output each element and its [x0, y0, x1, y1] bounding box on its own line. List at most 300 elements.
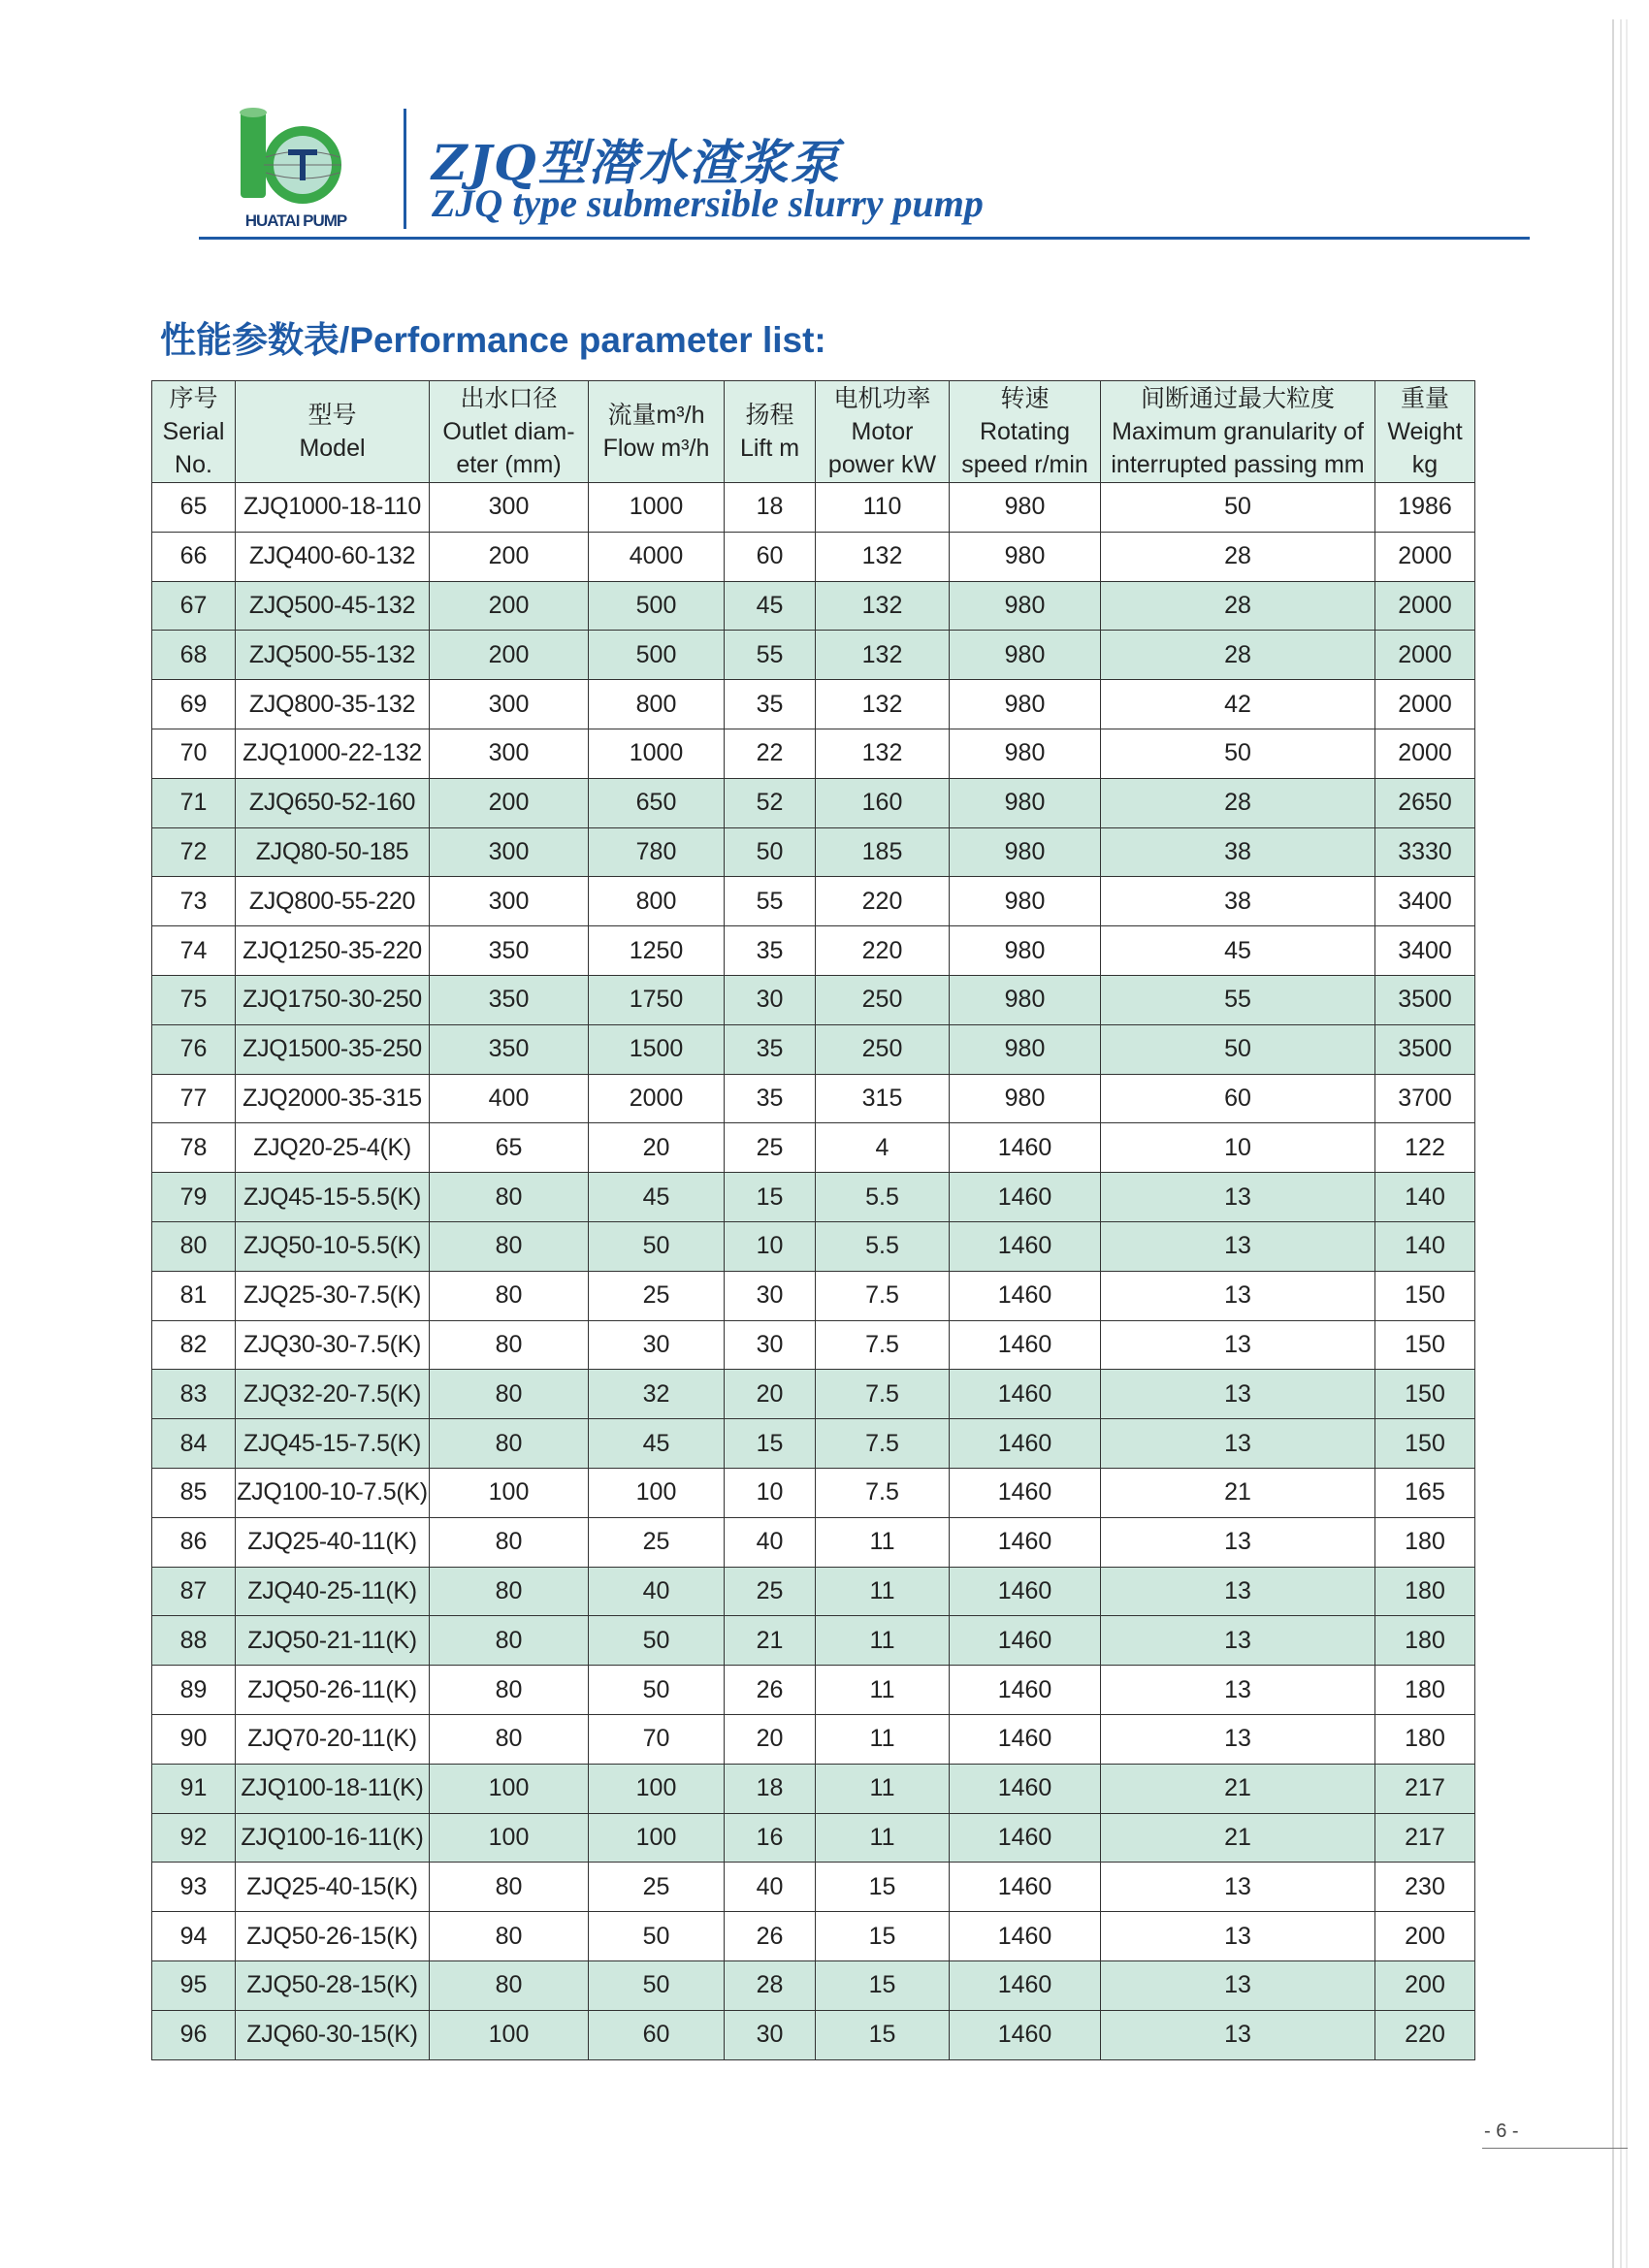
- table-cell: 315: [816, 1074, 950, 1123]
- table-cell: 1460: [950, 1714, 1101, 1764]
- table-cell: 79: [152, 1173, 236, 1222]
- column-header-cn: 序号: [169, 385, 218, 412]
- table-row: [152, 532, 1475, 581]
- table-cell: 80: [430, 1370, 589, 1419]
- table-cell: 76: [152, 1024, 236, 1074]
- table-cell: 85: [152, 1468, 236, 1517]
- table-cell: 350: [430, 975, 589, 1024]
- page-number: - 6 -: [1484, 2121, 1519, 2142]
- model-cell: ZJQ1500-35-250: [236, 1024, 430, 1074]
- logo-text: HUATAI PUMP: [244, 211, 347, 230]
- model-cell: ZJQ800-35-132: [236, 680, 430, 729]
- table-row: [152, 926, 1475, 976]
- table-row: [152, 1024, 1475, 1074]
- model-cell: ZJQ40-25-11(K): [236, 1567, 430, 1616]
- table-cell: 81: [152, 1271, 236, 1320]
- huatai-logo-icon: [194, 107, 398, 213]
- table-cell: 7.5: [816, 1271, 950, 1320]
- table-cell: 132: [816, 729, 950, 778]
- table-cell: 980: [950, 926, 1101, 976]
- table-cell: 50: [589, 1221, 725, 1271]
- table-cell: 80: [430, 1173, 589, 1222]
- table-cell: 35: [725, 926, 816, 976]
- table-cell: 28: [725, 1960, 816, 2010]
- table-cell: 86: [152, 1517, 236, 1567]
- table-cell: 94: [152, 1912, 236, 1961]
- table-cell: 3500: [1375, 975, 1475, 1024]
- table-cell: 50: [589, 1960, 725, 2010]
- table-cell: 50: [589, 1616, 725, 1666]
- table-cell: 20: [725, 1714, 816, 1764]
- table-cell: 13: [1101, 1616, 1375, 1666]
- table-cell: 400: [430, 1074, 589, 1123]
- column-header: [816, 381, 950, 483]
- column-header: [589, 381, 725, 483]
- table-cell: 132: [816, 631, 950, 680]
- table-cell: 2000: [1375, 532, 1475, 581]
- table-cell: 50: [1101, 483, 1375, 533]
- table-cell: 300: [430, 483, 589, 533]
- table-cell: 80: [430, 1271, 589, 1320]
- table-cell: 3400: [1375, 926, 1475, 976]
- table-cell: 38: [1101, 827, 1375, 877]
- table-cell: 60: [589, 2010, 725, 2059]
- model-cell: ZJQ100-16-11(K): [236, 1813, 430, 1863]
- model-cell: ZJQ25-40-11(K): [236, 1517, 430, 1567]
- table-cell: 13: [1101, 1271, 1375, 1320]
- table-cell: 13: [1101, 1863, 1375, 1912]
- table-cell: 80: [430, 1912, 589, 1961]
- table-cell: 980: [950, 532, 1101, 581]
- table-cell: 3700: [1375, 1074, 1475, 1123]
- table-cell: 71: [152, 778, 236, 827]
- table-row: [152, 1616, 1475, 1666]
- table-cell: 2000: [589, 1074, 725, 1123]
- model-cell: ZJQ500-55-132: [236, 631, 430, 680]
- table-cell: 25: [725, 1123, 816, 1173]
- column-header-en: Lift m: [739, 435, 800, 462]
- table-cell: 100: [589, 1764, 725, 1813]
- table-cell: 90: [152, 1714, 236, 1764]
- table-cell: 165: [1375, 1468, 1475, 1517]
- column-header-cn: 电机功率: [833, 385, 931, 412]
- table-cell: 67: [152, 581, 236, 631]
- table-cell: 1500: [589, 1024, 725, 1074]
- section-title: 性能参数表/Performance parameter list:: [160, 320, 826, 360]
- table-cell: 13: [1101, 1419, 1375, 1469]
- table-cell: 50: [1101, 729, 1375, 778]
- table-cell: 980: [950, 975, 1101, 1024]
- table-cell: 980: [950, 483, 1101, 533]
- table-cell: 200: [1375, 1912, 1475, 1961]
- model-cell: ZJQ1000-22-132: [236, 729, 430, 778]
- table-cell: 1460: [950, 1912, 1101, 1961]
- model-cell: ZJQ25-30-7.5(K): [236, 1271, 430, 1320]
- table-cell: 20: [725, 1370, 816, 1419]
- column-header: [1375, 381, 1475, 483]
- table-cell: 180: [1375, 1666, 1475, 1715]
- table-cell: 95: [152, 1960, 236, 2010]
- table-cell: 217: [1375, 1764, 1475, 1813]
- table-cell: 80: [430, 1960, 589, 2010]
- table-cell: 980: [950, 631, 1101, 680]
- table-row: [152, 1173, 1475, 1222]
- model-cell: ZJQ50-28-15(K): [236, 1960, 430, 2010]
- table-cell: 11: [816, 1517, 950, 1567]
- column-header: [725, 381, 816, 483]
- table-row: [152, 1863, 1475, 1912]
- table-cell: 1986: [1375, 483, 1475, 533]
- table-cell: 10: [725, 1221, 816, 1271]
- table-cell: 26: [725, 1912, 816, 1961]
- table-cell: 96: [152, 2010, 236, 2059]
- table-cell: 13: [1101, 1714, 1375, 1764]
- table-cell: 100: [430, 2010, 589, 2059]
- title-chinese: ZJQ型潜水渣浆泵: [432, 134, 841, 191]
- table-cell: 80: [430, 1666, 589, 1715]
- table-cell: 1460: [950, 1517, 1101, 1567]
- table-cell: 110: [816, 483, 950, 533]
- table-cell: 74: [152, 926, 236, 976]
- table-cell: 55: [1101, 975, 1375, 1024]
- table-cell: 87: [152, 1567, 236, 1616]
- table-cell: 13: [1101, 1960, 1375, 2010]
- performance-table: [151, 380, 1475, 2060]
- table-row: [152, 729, 1475, 778]
- model-cell: ZJQ400-60-132: [236, 532, 430, 581]
- table-cell: 5.5: [816, 1221, 950, 1271]
- table-cell: 15: [725, 1419, 816, 1469]
- model-cell: ZJQ60-30-15(K): [236, 2010, 430, 2059]
- table-cell: 30: [725, 1320, 816, 1370]
- column-header-cn: 出水口径: [460, 385, 558, 412]
- table-cell: 980: [950, 729, 1101, 778]
- column-header-en: Serial No.: [162, 418, 225, 478]
- table-row: [152, 680, 1475, 729]
- table-cell: 1460: [950, 1813, 1101, 1863]
- table-cell: 11: [816, 1567, 950, 1616]
- table-cell: 11: [816, 1714, 950, 1764]
- model-cell: ZJQ30-30-7.5(K): [236, 1320, 430, 1370]
- table-cell: 1460: [950, 1221, 1101, 1271]
- table-body: [152, 483, 1475, 2060]
- column-header: [430, 381, 589, 483]
- table-cell: 650: [589, 778, 725, 827]
- column-header-en: Motor power kW: [827, 418, 937, 478]
- column-header-en: Maximum granularity of interrupted passing mm: [1111, 418, 1365, 478]
- model-cell: ZJQ32-20-7.5(K): [236, 1370, 430, 1419]
- model-cell: ZJQ25-40-15(K): [236, 1863, 430, 1912]
- table-cell: 45: [1101, 926, 1375, 976]
- table-cell: 50: [589, 1912, 725, 1961]
- table-cell: 80: [430, 1616, 589, 1666]
- table-cell: 45: [589, 1173, 725, 1222]
- table-cell: 160: [816, 778, 950, 827]
- table-cell: 1460: [950, 1567, 1101, 1616]
- column-header-en: Model: [299, 435, 366, 462]
- table-cell: 4000: [589, 532, 725, 581]
- table-cell: 13: [1101, 1370, 1375, 1419]
- table-cell: 38: [1101, 877, 1375, 926]
- model-cell: ZJQ2000-35-315: [236, 1074, 430, 1123]
- table-cell: 1460: [950, 1123, 1101, 1173]
- table-cell: 1000: [589, 729, 725, 778]
- table-cell: 220: [816, 926, 950, 976]
- table-cell: 1250: [589, 926, 725, 976]
- table-row: [152, 1714, 1475, 1764]
- table-cell: 250: [816, 975, 950, 1024]
- table-row: [152, 1764, 1475, 1813]
- table-cell: 15: [816, 1960, 950, 2010]
- table-cell: 80: [430, 1320, 589, 1370]
- table-cell: 350: [430, 1024, 589, 1074]
- table-cell: 80: [152, 1221, 236, 1271]
- table-cell: 1460: [950, 1370, 1101, 1419]
- model-cell: ZJQ650-52-160: [236, 778, 430, 827]
- table-cell: 150: [1375, 1320, 1475, 1370]
- table-row: [152, 1074, 1475, 1123]
- table-cell: 73: [152, 877, 236, 926]
- table-cell: 132: [816, 581, 950, 631]
- table-cell: 2000: [1375, 729, 1475, 778]
- table-cell: 21: [1101, 1468, 1375, 1517]
- table-cell: 500: [589, 581, 725, 631]
- table-cell: 60: [1101, 1074, 1375, 1123]
- model-cell: ZJQ800-55-220: [236, 877, 430, 926]
- table-cell: 217: [1375, 1813, 1475, 1863]
- table-row: [152, 1517, 1475, 1567]
- table-cell: 2000: [1375, 631, 1475, 680]
- table-cell: 7.5: [816, 1419, 950, 1469]
- model-cell: ZJQ50-21-11(K): [236, 1616, 430, 1666]
- model-cell: ZJQ50-26-15(K): [236, 1912, 430, 1961]
- table-cell: 11: [816, 1764, 950, 1813]
- table-cell: 180: [1375, 1567, 1475, 1616]
- table-cell: 185: [816, 827, 950, 877]
- table-cell: 980: [950, 778, 1101, 827]
- table-cell: 200: [430, 631, 589, 680]
- table-cell: 1460: [950, 1320, 1101, 1370]
- table-cell: 65: [152, 483, 236, 533]
- table-cell: 2650: [1375, 778, 1475, 827]
- table-cell: 13: [1101, 1567, 1375, 1616]
- table-cell: 80: [430, 1567, 589, 1616]
- column-header: [1101, 381, 1375, 483]
- table-cell: 1460: [950, 2010, 1101, 2059]
- table-cell: 40: [725, 1863, 816, 1912]
- table-cell: 200: [1375, 1960, 1475, 2010]
- table-row: [152, 1912, 1475, 1961]
- table-cell: 11: [816, 1813, 950, 1863]
- table-cell: 82: [152, 1320, 236, 1370]
- table-cell: 80: [430, 1221, 589, 1271]
- table-cell: 150: [1375, 1370, 1475, 1419]
- table-cell: 50: [589, 1666, 725, 1715]
- table-cell: 15: [816, 1912, 950, 1961]
- table-cell: 30: [725, 2010, 816, 2059]
- table-cell: 28: [1101, 631, 1375, 680]
- table-cell: 84: [152, 1419, 236, 1469]
- table-cell: 15: [816, 2010, 950, 2059]
- header-divider: [404, 109, 406, 229]
- table-cell: 3400: [1375, 877, 1475, 926]
- column-header-cn: 重量: [1400, 385, 1449, 412]
- table-cell: 13: [1101, 1320, 1375, 1370]
- table-row: [152, 778, 1475, 827]
- column-header-cn: 转速: [1000, 385, 1050, 412]
- table-cell: 980: [950, 1024, 1101, 1074]
- table-cell: 65: [430, 1123, 589, 1173]
- table-cell: 60: [725, 532, 816, 581]
- table-cell: 980: [950, 680, 1101, 729]
- table-cell: 2000: [1375, 680, 1475, 729]
- table-cell: 10: [1101, 1123, 1375, 1173]
- model-cell: ZJQ50-10-5.5(K): [236, 1221, 430, 1271]
- table-cell: 18: [725, 483, 816, 533]
- table-cell: 30: [589, 1320, 725, 1370]
- table-cell: 88: [152, 1616, 236, 1666]
- table-cell: 80: [430, 1419, 589, 1469]
- table-cell: 89: [152, 1666, 236, 1715]
- table-cell: 18: [725, 1764, 816, 1813]
- table-cell: 5.5: [816, 1173, 950, 1222]
- model-cell: ZJQ1000-18-110: [236, 483, 430, 533]
- model-cell: ZJQ100-10-7.5(K): [236, 1468, 430, 1517]
- table-cell: 7.5: [816, 1320, 950, 1370]
- table-cell: 2000: [1375, 581, 1475, 631]
- header-rule: [199, 237, 1530, 240]
- table-cell: 13: [1101, 1912, 1375, 1961]
- table-cell: 30: [725, 975, 816, 1024]
- table-cell: 100: [430, 1813, 589, 1863]
- table-cell: 100: [589, 1468, 725, 1517]
- column-header: [236, 381, 430, 483]
- table-cell: 78: [152, 1123, 236, 1173]
- table-cell: 70: [589, 1714, 725, 1764]
- column-header-en: Weight kg: [1387, 418, 1463, 478]
- table-cell: 10: [725, 1468, 816, 1517]
- table-cell: 22: [725, 729, 816, 778]
- table-cell: 980: [950, 877, 1101, 926]
- table-cell: 180: [1375, 1714, 1475, 1764]
- model-cell: ZJQ1750-30-250: [236, 975, 430, 1024]
- column-header: [152, 381, 236, 483]
- table-cell: 16: [725, 1813, 816, 1863]
- model-cell: ZJQ45-15-7.5(K): [236, 1419, 430, 1469]
- table-cell: 26: [725, 1666, 816, 1715]
- table-cell: 11: [816, 1666, 950, 1715]
- table-cell: 28: [1101, 778, 1375, 827]
- table-row: [152, 581, 1475, 631]
- table-header-row: [152, 381, 1475, 483]
- table-cell: 35: [725, 1024, 816, 1074]
- table-row: [152, 827, 1475, 877]
- title-english: ZJQ type submersible slurry pump: [432, 181, 984, 225]
- table-cell: 75: [152, 975, 236, 1024]
- table-cell: 780: [589, 827, 725, 877]
- table-cell: 100: [589, 1813, 725, 1863]
- table-cell: 500: [589, 631, 725, 680]
- column-header-cn: 型号: [307, 402, 357, 429]
- table-cell: 28: [1101, 532, 1375, 581]
- table-cell: 25: [589, 1863, 725, 1912]
- table-cell: 13: [1101, 1517, 1375, 1567]
- table-cell: 40: [725, 1517, 816, 1567]
- model-cell: ZJQ50-26-11(K): [236, 1666, 430, 1715]
- table-cell: 13: [1101, 2010, 1375, 2059]
- model-cell: ZJQ100-18-11(K): [236, 1764, 430, 1813]
- table-cell: 150: [1375, 1419, 1475, 1469]
- table-cell: 20: [589, 1123, 725, 1173]
- table-cell: 42: [1101, 680, 1375, 729]
- table-cell: 35: [725, 680, 816, 729]
- table-cell: 68: [152, 631, 236, 680]
- table-cell: 13: [1101, 1221, 1375, 1271]
- table-cell: 13: [1101, 1173, 1375, 1222]
- column-header-en: Flow m³/h: [602, 435, 710, 462]
- table-cell: 1000: [589, 483, 725, 533]
- table-cell: 180: [1375, 1616, 1475, 1666]
- table-cell: 55: [725, 631, 816, 680]
- model-cell: ZJQ500-45-132: [236, 581, 430, 631]
- table-cell: 13: [1101, 1666, 1375, 1715]
- table-cell: 3500: [1375, 1024, 1475, 1074]
- table-cell: 100: [430, 1764, 589, 1813]
- model-cell: ZJQ80-50-185: [236, 827, 430, 877]
- table-cell: 21: [1101, 1813, 1375, 1863]
- table-cell: 21: [1101, 1764, 1375, 1813]
- table-cell: 21: [725, 1616, 816, 1666]
- table-cell: 140: [1375, 1173, 1475, 1222]
- table-cell: 300: [430, 680, 589, 729]
- column-header-cn: 流量m³/h: [607, 402, 705, 429]
- column-header-en: Outlet diam-eter (mm): [442, 418, 575, 478]
- table-cell: 180: [1375, 1517, 1475, 1567]
- table-cell: 1460: [950, 1960, 1101, 2010]
- table-cell: 1460: [950, 1666, 1101, 1715]
- binding-edge-line: [1620, 19, 1622, 2268]
- table-cell: 1460: [950, 1616, 1101, 1666]
- table-row: [152, 1419, 1475, 1469]
- column-header-cn: 扬程: [745, 402, 794, 429]
- table-cell: 15: [725, 1173, 816, 1222]
- table-row: [152, 1960, 1475, 2010]
- table-cell: 11: [816, 1616, 950, 1666]
- table-cell: 35: [725, 1074, 816, 1123]
- table-cell: 92: [152, 1813, 236, 1863]
- table-cell: 80: [430, 1863, 589, 1912]
- model-cell: ZJQ1250-35-220: [236, 926, 430, 976]
- binding-edge-line: [1612, 19, 1614, 2268]
- table-row: [152, 631, 1475, 680]
- table-cell: 980: [950, 1074, 1101, 1123]
- table-cell: 50: [725, 827, 816, 877]
- table-cell: 140: [1375, 1221, 1475, 1271]
- table-cell: 300: [430, 729, 589, 778]
- table-cell: 150: [1375, 1271, 1475, 1320]
- table-cell: 980: [950, 827, 1101, 877]
- table-cell: 70: [152, 729, 236, 778]
- table-cell: 250: [816, 1024, 950, 1074]
- table-row: [152, 1468, 1475, 1517]
- table-cell: 45: [725, 581, 816, 631]
- table-row: [152, 877, 1475, 926]
- table-cell: 230: [1375, 1863, 1475, 1912]
- table-cell: 200: [430, 532, 589, 581]
- model-cell: ZJQ20-25-4(K): [236, 1123, 430, 1173]
- table-cell: 93: [152, 1863, 236, 1912]
- table-cell: 220: [1375, 2010, 1475, 2059]
